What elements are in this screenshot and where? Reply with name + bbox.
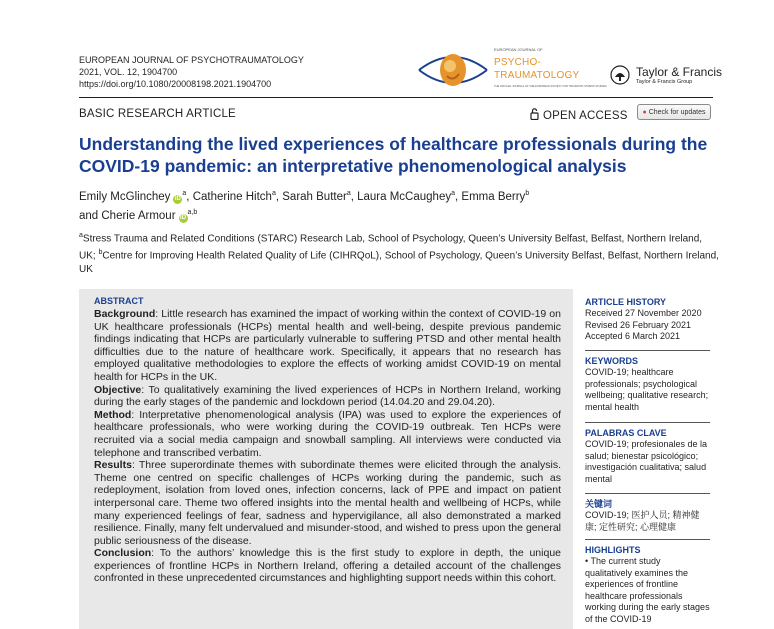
open-lock-icon	[530, 108, 539, 120]
chinese-keywords-section	[585, 498, 710, 533]
author[interactable]: Emma Berry$^b$	[461, 190, 530, 203]
abstract-background: Background: Little research has examined the impact of working within the context of COVID-19 on UK healthcare professionals (HCPs) mental health and well-being, despite previous pandemic findings indicating that HCPs are particularly vulnerable to suffering PTSD and other mental health difficulties due to the nature of healthcare work. Specifically, it appears that no research has employed qualitative methodologies to explore the effects of working amidst COVID-19 on mental health for HCPs in the UK.	[94, 308, 561, 383]
sidebar-divider	[585, 493, 710, 494]
journal-name: EUROPEAN JOURNAL OF PSYCHOTRAUMATOLOGY	[79, 55, 304, 65]
open-access-label	[530, 108, 628, 122]
publisher-group: Taylor & Francis Group	[636, 79, 693, 85]
author[interactable]: Catherine Hitch$^a$	[192, 190, 276, 203]
affiliations: $^a$Stress Trauma and Related Conditions (STARC) Research Lab, School of Psychology, Queen’s University Belfast, Belfast, Northern Ireland, UK; $^b$Centre for Improving Health Related Quality of Life (CIHRQoL), School of Psychology, Queen’s University Belfast, Belfast, Northern Ireland, UK	[79, 232, 719, 275]
abstract-method: Method: Interpretative phenomenological analysis (IPA) was used to explore the experiences of healthcare professionals, who were working during the COVID-19 outbreak. Ten HCPs were recruited via a social media campaign and snowball sampling. All interviews were conducted via telephone and transcribed verbatim.	[94, 408, 561, 459]
article-history	[585, 296, 725, 343]
publisher-name: Taylor & Francis	[636, 65, 723, 79]
abstract-results: Results: Three superordinate themes with subordinate themes were elicited through the analysis. Theme one centred on specific challenges of HCPs working during the pandemic, such as redeployment, isolation from loved ones, infection concerns, lack of PPE and impact on patient interpersonal care. Theme two offered insights into the mental health and wellbeing of HCPs, while many experienced feelings of fear, sadness and hypervigilance, all also demonstrated a marked resilience. Finally, many felt undervalued and misunder-stood, and wished to press upon the general public seriousness of the disease.	[94, 459, 561, 547]
journal-emblem-icon	[417, 46, 489, 92]
header-divider	[79, 97, 713, 98]
received-date: Received 27 November 2020	[585, 308, 702, 318]
abstract-heading: ABSTRACT	[94, 296, 144, 306]
logo-line1: PSYCHO-	[494, 57, 541, 68]
abstract-body	[94, 308, 561, 585]
abstract-conclusion: Conclusion: To the authors’ knowledge this is the first study to explore in depth, the unique experiences of frontline HCPs in Northern Ireland, offering a detailed account of the challenges confronted in these unprecedented circumstances and highlighting support needs within this cohort.	[94, 547, 561, 585]
check-updates-icon: ●	[642, 109, 647, 116]
history-heading: ARTICLE HISTORY	[585, 297, 667, 307]
keywords-heading: KEYWORDS	[585, 356, 639, 366]
palabras-text: COVID-19; profesionales de la salud; bienestar psicológico; investigación cualitativa; salud mental	[585, 439, 708, 484]
sidebar-divider	[585, 350, 710, 351]
check-for-updates-button[interactable]	[637, 104, 711, 120]
abstract-objective: Objective: To qualitatively examining the lived experiences of HCPs in Northern Ireland, working during the early stages of the pandemic and lockdown period (14.04.20 and 29.04.20).	[94, 383, 561, 409]
chinese-text: COVID-19; 医护人员; 精神健康; 定性研究; 心理健康	[585, 510, 700, 532]
orcid-icon[interactable]: iD	[174, 195, 181, 202]
logo-line2: TRAUMATOLOGY	[494, 70, 580, 81]
author-list: Emily McGlinchey $iD^a$, Catherine Hitch$^a$, Sarah Butter$^a$, Laura McCaughey$^a$, Emma Berry$^b$ and Cherie Armour iD$^{a,b}$	[79, 190, 530, 222]
open-access-text: OPEN ACCESS	[543, 110, 628, 122]
sidebar-divider	[585, 539, 710, 540]
revised-date: Revised 26 February 2021	[585, 319, 692, 330]
sidebar-divider	[585, 422, 710, 423]
article-title: Understanding the lived experiences of healthcare professionals during the COVID-19 pandemic: an interpretative phenomenological analysis	[79, 134, 708, 176]
author[interactable]: Emily McGlinchey $iD^a$	[79, 190, 187, 203]
journal-volume: 2021, VOL. 12, 1904700	[79, 67, 178, 77]
palabras-heading: PALABRAS CLAVE	[585, 428, 667, 438]
journal-doi-link[interactable]: https://doi.org/10.1080/20008198.2021.1904700	[79, 79, 272, 89]
highlights-heading: HIGHLIGHTS	[585, 545, 641, 555]
accepted-date: Accepted 6 March 2021	[585, 331, 681, 341]
keywords-section	[585, 355, 710, 413]
journal-logo	[417, 44, 607, 96]
chinese-heading: 关键词	[585, 499, 613, 509]
keywords-text: COVID-19; healthcare professionals; psychological wellbeing; qualitative research; mental health	[585, 367, 709, 412]
author[interactable]: Laura McCaughey$^a$	[357, 190, 456, 203]
palabras-section	[585, 427, 710, 485]
check-updates-label: Check for updates	[648, 109, 706, 116]
author[interactable]: and Cherie Armour iD$^{a,b}$	[79, 208, 198, 222]
logo-small-top: EUROPEAN JOURNAL OF	[494, 47, 543, 52]
orcid-icon[interactable]: iD	[180, 214, 187, 221]
publisher-lamp-icon	[610, 65, 630, 85]
article-type: BASIC RESEARCH ARTICLE	[79, 108, 236, 120]
highlights-text: • The current study qualitatively examines the experiences of frontline healthcare professionals working during the early stages of the COVID-19	[585, 556, 710, 624]
publisher-logo	[610, 64, 730, 88]
logo-small-bottom: THE OFFICIAL JOURNAL OF THE EUROPEAN SOCIETY FOR TRAUMATIC STRESS STUDIES	[494, 85, 607, 88]
author[interactable]: Sarah Butter$^a$	[282, 190, 351, 203]
highlights-section	[585, 544, 710, 625]
